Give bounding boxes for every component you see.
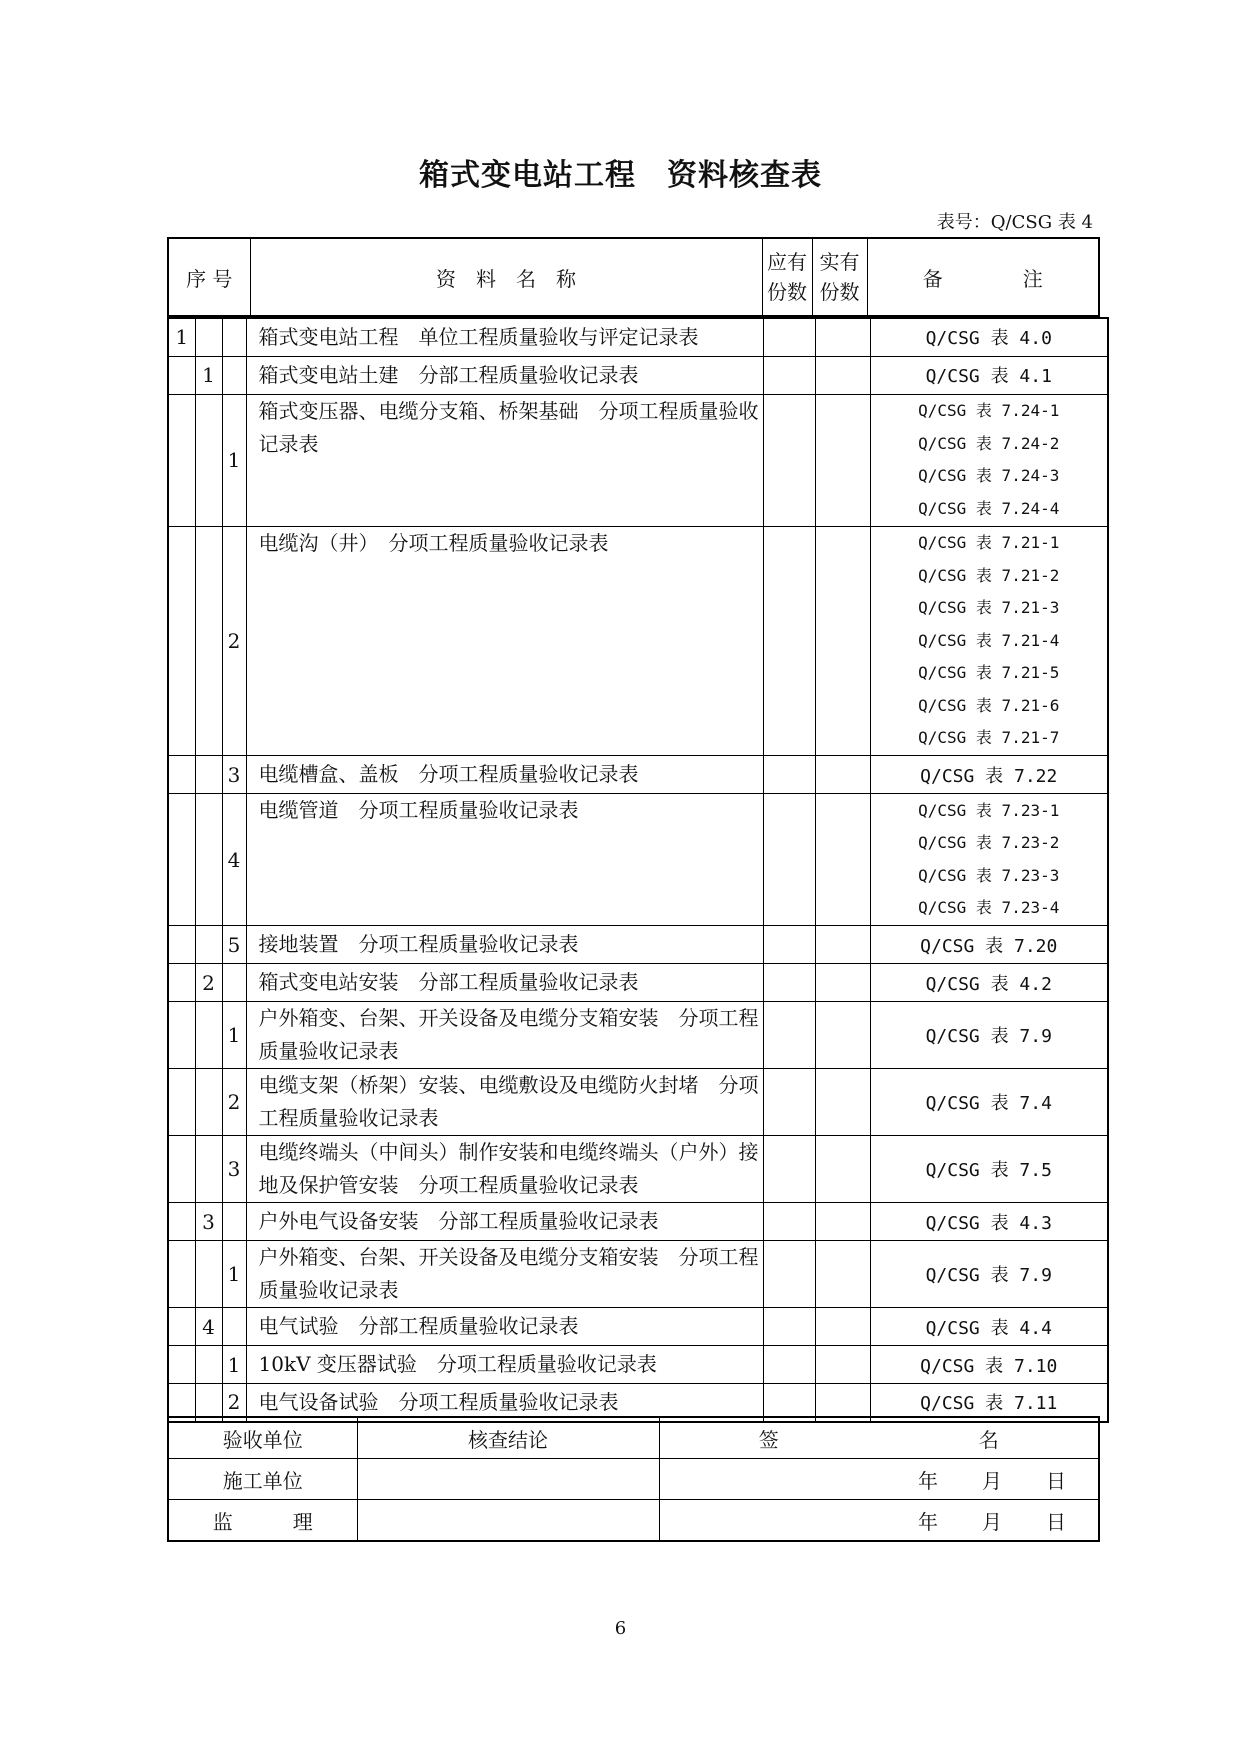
- document-name: 户外箱变、台架、开关设备及电缆分支箱安装 分项工程质量验收记录表: [246, 1241, 763, 1308]
- should-count-cell: [763, 926, 815, 964]
- actual-count-cell: [815, 1346, 870, 1384]
- table-header: [167, 237, 1100, 317]
- should-count-cell: [763, 794, 815, 926]
- remark-form-code: Q/CSG 表 7.4: [925, 1093, 1052, 1114]
- remark-form-code: Q/CSG 表 4.1: [925, 366, 1052, 387]
- seq-level-3: [222, 356, 246, 394]
- header-name: 资 料 名 称: [250, 238, 762, 316]
- seq-level-2: [195, 526, 222, 756]
- seq-level-3: 2: [222, 1384, 246, 1422]
- month-label: 月: [982, 1468, 1002, 1493]
- supervision-date-cell: [659, 1500, 1099, 1542]
- remark-cell: [870, 1346, 1108, 1384]
- seq-level-3: 3: [222, 756, 246, 794]
- should-count-cell: [763, 1136, 815, 1203]
- document-name: 电缆管道 分项工程质量验收记录表: [246, 794, 763, 926]
- table-row: [168, 1069, 1108, 1136]
- actual-count-cell: [815, 1241, 870, 1308]
- table-row: [168, 794, 1108, 926]
- remark-cell: [870, 794, 1108, 926]
- actual-count-cell: [815, 526, 870, 756]
- day-label: 日: [1046, 1468, 1066, 1493]
- supervision-conclusion-cell: [357, 1500, 659, 1542]
- document-name: 电气设备试验 分项工程质量验收记录表: [246, 1384, 763, 1422]
- seq-level-1: [168, 526, 195, 756]
- document-name: 户外电气设备安装 分部工程质量验收记录表: [246, 1203, 763, 1241]
- remark-cell: [870, 926, 1108, 964]
- page-number: 6: [614, 1618, 627, 1639]
- seq-level-2: 3: [195, 1203, 222, 1241]
- table-row: [168, 1346, 1108, 1384]
- remark-form-code: Q/CSG 表 7.23-3: [918, 865, 1060, 885]
- seq-level-1: [168, 1203, 195, 1241]
- table-row: [168, 1002, 1108, 1069]
- table-row: [168, 1241, 1108, 1308]
- remark-form-code: Q/CSG 表 4.4: [925, 1317, 1052, 1339]
- seq-level-3: [222, 964, 246, 1002]
- header-remark: 备 注: [867, 238, 1099, 316]
- remark-cell: [870, 756, 1108, 794]
- table-row: [168, 1136, 1108, 1203]
- header-actual-count: [812, 238, 867, 316]
- remark-form-code: Q/CSG 表 4.3: [925, 1212, 1052, 1234]
- document-name: 电缆槽盒、盖板 分项工程质量验收记录表: [246, 756, 763, 794]
- remark-cell: [870, 394, 1108, 526]
- remark-form-code: Q/CSG 表 7.11: [920, 1393, 1058, 1415]
- actual-count-cell: [815, 794, 870, 926]
- actual-count-cell: [815, 1308, 870, 1346]
- construction-date-cell: [659, 1459, 1099, 1500]
- document-name: 箱式变电站安装 分部工程质量验收记录表: [246, 964, 763, 1002]
- should-count-cell: [763, 1203, 815, 1241]
- page-title: 箱式变电站工程 资料核查表: [419, 158, 822, 193]
- year-label: 年: [918, 1509, 938, 1534]
- header-seq: 序 号: [168, 238, 250, 316]
- seq-level-2: [195, 318, 222, 356]
- month-label: 月: [982, 1509, 1002, 1534]
- remark-form-code: Q/CSG 表 7.21-3: [918, 598, 1060, 617]
- table-row: [168, 756, 1108, 794]
- seq-level-3: 1: [222, 1241, 246, 1308]
- remark-form-code: Q/CSG 表 7.21-4: [918, 630, 1060, 650]
- remark-form-code: Q/CSG 表 7.23-4: [918, 898, 1060, 917]
- seq-level-2: [195, 926, 222, 964]
- seq-level-3: 1: [222, 1346, 246, 1384]
- seq-level-3: 1: [222, 394, 246, 526]
- remark-cell: [870, 1136, 1108, 1203]
- remark-form-code: Q/CSG 表 7.9: [925, 1265, 1052, 1286]
- document-name: 接地装置 分项工程质量验收记录表: [246, 926, 763, 964]
- signature-header: 签 名: [659, 1417, 1099, 1459]
- construction-conclusion-cell: [357, 1459, 659, 1500]
- table-row: [168, 1308, 1108, 1346]
- remark-form-code: Q/CSG 表 7.21-5: [918, 663, 1060, 682]
- seq-level-2: [195, 1069, 222, 1136]
- seq-level-3: [222, 1203, 246, 1241]
- remark-form-code: Q/CSG 表 7.24-2: [918, 433, 1060, 453]
- table-row: [168, 318, 1108, 356]
- seq-level-1: [168, 1002, 195, 1069]
- seq-level-3: 4: [222, 794, 246, 926]
- year-label: 年: [918, 1468, 938, 1493]
- actual-count-cell: [815, 1203, 870, 1241]
- remark-form-code: Q/CSG 表 7.24-4: [918, 498, 1060, 518]
- seq-level-1: [168, 794, 195, 926]
- seq-level-3: 2: [222, 1069, 246, 1136]
- seq-level-1: [168, 964, 195, 1002]
- remark-form-code: Q/CSG 表 7.20: [920, 935, 1058, 957]
- table-row: [168, 1203, 1108, 1241]
- table-row: [168, 356, 1108, 394]
- remark-form-code: Q/CSG 表 7.21-7: [918, 728, 1060, 747]
- seq-level-2: [195, 1002, 222, 1069]
- remark-form-code: Q/CSG 表 7.24-3: [918, 466, 1060, 485]
- acceptance-table: [167, 1416, 1100, 1542]
- seq-level-3: 1: [222, 1002, 246, 1069]
- seq-level-2: 1: [195, 356, 222, 394]
- actual-count-cell: [815, 1002, 870, 1069]
- should-count-cell: [763, 356, 815, 394]
- header-should-1: 应有: [767, 250, 807, 274]
- remark-form-code: Q/CSG 表 7.23-1: [918, 800, 1060, 820]
- document-name: 电气试验 分部工程质量验收记录表: [246, 1308, 763, 1346]
- remark-cell: [870, 526, 1108, 756]
- document-name: 电缆沟（井） 分项工程质量验收记录表: [246, 526, 763, 756]
- document-name: 箱式变电站土建 分部工程质量验收记录表: [246, 356, 763, 394]
- actual-count-cell: [815, 964, 870, 1002]
- header-should-2: 份数: [767, 280, 807, 304]
- remark-cell: [870, 1069, 1108, 1136]
- supervision-label: 监 理: [168, 1500, 357, 1542]
- remark-cell: [870, 964, 1108, 1002]
- seq-level-2: [195, 1346, 222, 1384]
- actual-count-cell: [815, 356, 870, 394]
- should-count-cell: [763, 1241, 815, 1308]
- acceptance-unit-header: 验收单位: [168, 1417, 357, 1459]
- table-row: [168, 926, 1108, 964]
- seq-level-1: [168, 394, 195, 526]
- should-count-cell: [763, 526, 815, 756]
- seq-level-3: 5: [222, 926, 246, 964]
- seq-level-1: [168, 1346, 195, 1384]
- actual-count-cell: [815, 926, 870, 964]
- table-row: [168, 964, 1108, 1002]
- remark-form-code: Q/CSG 表 7.21-2: [918, 565, 1060, 585]
- seq-level-2: [195, 794, 222, 926]
- remark-form-code: Q/CSG 表 4.0: [925, 328, 1052, 350]
- seq-level-1: 1: [168, 318, 195, 356]
- remark-cell: [870, 356, 1108, 394]
- document-name: 箱式变电站工程 单位工程质量验收与评定记录表: [246, 318, 763, 356]
- form-number: 表号：Q/CSG 表 4: [936, 212, 1093, 233]
- remark-form-code: Q/CSG 表 7.22: [920, 765, 1058, 787]
- seq-level-2: [195, 756, 222, 794]
- seq-level-1: [168, 356, 195, 394]
- actual-count-cell: [815, 1069, 870, 1136]
- seq-level-2: 2: [195, 964, 222, 1002]
- actual-count-cell: [815, 1136, 870, 1203]
- header-actual-1: 实有: [819, 250, 860, 274]
- remark-form-code: Q/CSG 表 7.21-6: [918, 695, 1060, 715]
- seq-level-1: [168, 1308, 195, 1346]
- seq-level-3: [222, 1308, 246, 1346]
- document-name: 电缆支架（桥架）安装、电缆敷设及电缆防火封堵 分项工程质量验收记录表: [246, 1069, 763, 1136]
- day-label: 日: [1046, 1509, 1066, 1534]
- should-count-cell: [763, 1308, 815, 1346]
- seq-level-1: [168, 1241, 195, 1308]
- table-row: [168, 526, 1108, 756]
- seq-level-2: [195, 1136, 222, 1203]
- remark-form-code: Q/CSG 表 7.23-2: [918, 833, 1060, 852]
- should-count-cell: [763, 1346, 815, 1384]
- should-count-cell: [763, 756, 815, 794]
- remark-cell: [870, 1002, 1108, 1069]
- document-name: 电缆终端头（中间头）制作安装和电缆终端头（户外）接地及保护管安装 分项工程质量验收记录表: [246, 1136, 763, 1203]
- should-count-cell: [763, 1002, 815, 1069]
- seq-level-2: [195, 1241, 222, 1308]
- should-count-cell: [763, 394, 815, 526]
- conclusion-header: 核查结论: [357, 1417, 659, 1459]
- seq-level-1: [168, 1136, 195, 1203]
- construction-unit-label: 施工单位: [168, 1459, 357, 1500]
- remark-cell: [870, 318, 1108, 356]
- seq-level-1: [168, 926, 195, 964]
- should-count-cell: [763, 318, 815, 356]
- remark-cell: [870, 1203, 1108, 1241]
- actual-count-cell: [815, 394, 870, 526]
- remark-form-code: Q/CSG 表 7.9: [925, 1026, 1052, 1047]
- remark-cell: [870, 1241, 1108, 1308]
- should-count-cell: [763, 964, 815, 1002]
- seq-level-3: 3: [222, 1136, 246, 1203]
- document-name: 箱式变压器、电缆分支箱、桥架基础 分项工程质量验收记录表: [246, 394, 763, 526]
- header-should-count: [762, 238, 812, 316]
- seq-level-3: [222, 318, 246, 356]
- seq-level-3: 2: [222, 526, 246, 756]
- remark-form-code: Q/CSG 表 7.21-1: [918, 533, 1060, 552]
- remark-form-code: Q/CSG 表 4.2: [925, 973, 1052, 995]
- should-count-cell: [763, 1069, 815, 1136]
- actual-count-cell: [815, 756, 870, 794]
- remark-cell: [870, 1308, 1108, 1346]
- remark-form-code: Q/CSG 表 7.10: [920, 1355, 1058, 1377]
- table-row: [168, 394, 1108, 526]
- documents-table: [167, 317, 1109, 1423]
- remark-form-code: Q/CSG 表 7.24-1: [918, 401, 1060, 420]
- document-name: 户外箱变、台架、开关设备及电缆分支箱安装 分项工程质量验收记录表: [246, 1002, 763, 1069]
- header-actual-2: 份数: [819, 280, 860, 304]
- document-name: 10kV 变压器试验 分项工程质量验收记录表: [246, 1346, 763, 1384]
- seq-level-1: [168, 1069, 195, 1136]
- actual-count-cell: [815, 318, 870, 356]
- seq-level-2: 4: [195, 1308, 222, 1346]
- seq-level-1: [168, 756, 195, 794]
- remark-form-code: Q/CSG 表 7.5: [925, 1160, 1052, 1181]
- seq-level-2: [195, 394, 222, 526]
